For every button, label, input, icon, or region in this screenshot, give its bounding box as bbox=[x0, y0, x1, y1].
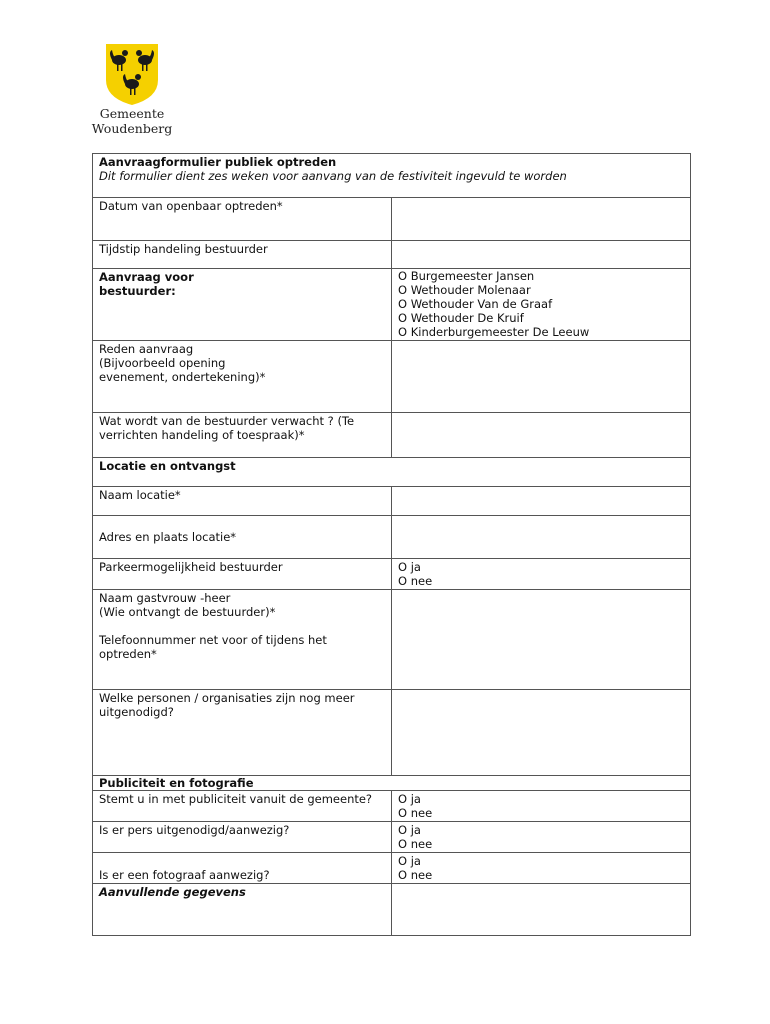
parking-label: Parkeermogelijkheid bestuurder bbox=[93, 559, 392, 590]
official-options bbox=[392, 269, 691, 341]
host-label: Naam gastvrouw -heer (Wie ontvangt de bestuurder)* Telefoonnummer net voor of tijdens het optreden* bbox=[93, 590, 392, 690]
option-wethouder-van-de-graaf[interactable]: O Wethouder Van de Graaf bbox=[398, 297, 553, 311]
coat-of-arms-icon bbox=[104, 42, 160, 106]
date-field[interactable] bbox=[392, 198, 691, 241]
host-field[interactable] bbox=[392, 590, 691, 690]
address-label: Adres en plaats locatie* bbox=[93, 516, 392, 559]
request-label-text: Aanvraag voor bestuurder: bbox=[99, 270, 194, 298]
photographer-yes-option[interactable]: O ja bbox=[398, 854, 421, 868]
parking-yes-option[interactable]: O ja bbox=[398, 560, 421, 574]
form-subtitle: Dit formulier dient zes weken voor aanvang van de festiviteit ingevuld te worden bbox=[99, 169, 567, 183]
option-burgemeester-jansen[interactable]: O Burgemeester Jansen bbox=[398, 269, 535, 283]
photographer-no-option[interactable]: O nee bbox=[398, 868, 433, 882]
time-field[interactable] bbox=[392, 241, 691, 269]
reason-label: Reden aanvraag (Bijvoorbeeld opening evenement, ondertekening)* bbox=[93, 341, 392, 413]
publicity-no-option[interactable]: O nee bbox=[398, 806, 433, 820]
option-wethouder-de-kruif[interactable]: O Wethouder De Kruif bbox=[398, 311, 524, 325]
municipality-name bbox=[90, 106, 174, 136]
expected-field[interactable] bbox=[392, 413, 691, 458]
application-form bbox=[92, 153, 691, 936]
parking-no-option[interactable]: O nee bbox=[398, 574, 433, 588]
option-kinderburgemeester-de-leeuw[interactable]: O Kinderburgemeester De Leeuw bbox=[398, 325, 590, 339]
form-title: Aanvraagformulier publiek optreden bbox=[99, 155, 337, 169]
request-label bbox=[93, 269, 392, 341]
location-name-field[interactable] bbox=[392, 487, 691, 516]
invited-field[interactable] bbox=[392, 690, 691, 776]
publicity-heading: Publiciteit en fotografie bbox=[93, 776, 691, 791]
date-label: Datum van openbaar optreden* bbox=[93, 198, 392, 241]
photographer-options bbox=[392, 853, 691, 884]
expected-label: Wat wordt van de bestuurder verwacht ? (Te verrichten handeling of toespraak)* bbox=[93, 413, 392, 458]
press-label: Is er pers uitgenodigd/aanwezig? bbox=[93, 822, 392, 853]
municipality-line-1: Gemeente bbox=[99, 106, 165, 121]
additional-label: Aanvullende gegevens bbox=[93, 884, 392, 936]
press-yes-option[interactable]: O ja bbox=[398, 823, 421, 837]
parking-options bbox=[392, 559, 691, 590]
location-heading: Locatie en ontvangst bbox=[93, 458, 691, 487]
time-label: Tijdstip handeling bestuurder bbox=[93, 241, 392, 269]
reason-field[interactable] bbox=[392, 341, 691, 413]
publicity-yes-option[interactable]: O ja bbox=[398, 792, 421, 806]
option-wethouder-molenaar[interactable]: O Wethouder Molenaar bbox=[398, 283, 531, 297]
form-header bbox=[93, 154, 691, 198]
publicity-options bbox=[392, 791, 691, 822]
address-field[interactable] bbox=[392, 516, 691, 559]
publicity-label: Stemt u in met publiciteit vanuit de gemeente? bbox=[93, 791, 392, 822]
municipality-line-2: Woudenberg bbox=[91, 121, 173, 136]
invited-label: Welke personen / organisaties zijn nog meer uitgenodigd? bbox=[93, 690, 392, 776]
press-options bbox=[392, 822, 691, 853]
photographer-label: Is er een fotograaf aanwezig? bbox=[93, 853, 392, 884]
additional-field[interactable] bbox=[392, 884, 691, 936]
press-no-option[interactable]: O nee bbox=[398, 837, 433, 851]
location-name-label: Naam locatie* bbox=[93, 487, 392, 516]
